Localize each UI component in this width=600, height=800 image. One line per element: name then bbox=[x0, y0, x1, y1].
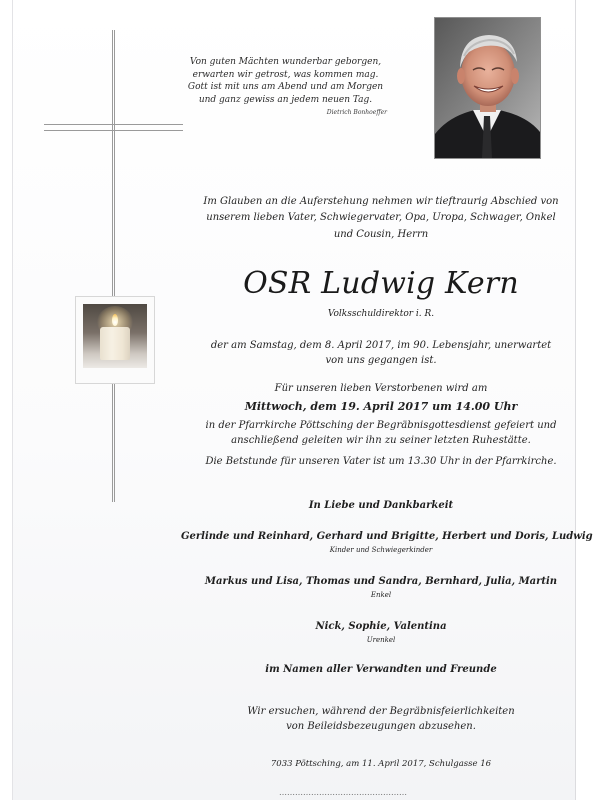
candle-flame bbox=[112, 314, 118, 326]
death-notice-line: der am Samstag, dem 8. April 2017, im 90. Lebensjahr, unerwartet bbox=[210, 340, 552, 351]
cut-off-footer-glyphs: ………………………………………… bbox=[279, 792, 407, 797]
portrait-photo bbox=[434, 17, 541, 159]
funeral-line: anschließend geleiten wir ihn zu seiner letzten Ruhestätte. bbox=[231, 435, 531, 446]
obituary-card bbox=[12, 0, 593, 800]
intro-line: unserem lieben Vater, Schwiegervater, Opa, Uropa, Schwager, Onkel bbox=[206, 212, 556, 224]
death-notice bbox=[181, 338, 581, 368]
intro-line: Im Glauben an die Auferstehung nehmen wir tieftraurig Abschied von bbox=[203, 196, 559, 207]
deceased-name: OSR Ludwig Kern bbox=[243, 266, 519, 301]
cross-icon bbox=[112, 30, 115, 502]
funeral-line: in der Pfarrkirche Pöttsching der Begräbnisgottesdienst gefeiert und bbox=[205, 420, 557, 431]
candle-icon bbox=[83, 304, 147, 368]
quote-line: und ganz gewiss an jedem neuen Tag. bbox=[198, 94, 373, 105]
quote-author: Dietrich Bonhoeffer bbox=[326, 109, 387, 116]
mourners-heading: In Liebe und Dankbarkeit bbox=[308, 500, 454, 511]
mourner-group-label: Enkel bbox=[370, 591, 392, 599]
mourner-group-label: Kinder und Schwiegerkinder bbox=[329, 546, 433, 554]
relatives-line: im Namen aller Verwandten und Freunde bbox=[265, 664, 497, 675]
condolence-request-line: von Beileidsbezeugungen abzusehen. bbox=[286, 721, 476, 732]
cut-off-footer-text bbox=[279, 792, 459, 800]
death-notice-line: von uns gegangen ist. bbox=[325, 355, 437, 366]
quote-block bbox=[183, 56, 388, 106]
funeral-notice bbox=[181, 381, 581, 448]
mourner-group-names: Gerlinde und Reinhard, Gerhard und Brigitte, Herbert und Doris, Ludwig bbox=[181, 531, 593, 542]
funeral-date: Mittwoch, dem 19. April 2017 um 14.00 Uhr bbox=[244, 400, 518, 413]
condolence-request-line: Wir ersuchen, während der Begräbnisfeierlichkeiten bbox=[247, 706, 515, 717]
funeral-intro: Für unseren lieben Verstorbenen wird am bbox=[274, 383, 488, 394]
quote-line: erwarten wir getrost, was kommen mag. bbox=[192, 69, 379, 80]
candle-photo-frame bbox=[75, 296, 155, 384]
address-line: 7033 Pöttsching, am 11. April 2017, Schulgasse 16 bbox=[270, 759, 492, 769]
prayer-notice: Die Betstunde für unseren Vater ist um 13.30 Uhr in der Pfarrkirche. bbox=[205, 456, 557, 467]
quote-line: Gott ist mit uns am Abend und am Morgen bbox=[187, 82, 384, 93]
deceased-title: Volksschuldirektor i. R. bbox=[327, 309, 435, 319]
mourner-group-label: Urenkel bbox=[366, 636, 396, 644]
mourner-group-names: Markus und Lisa, Thomas und Sandra, Bernhard, Julia, Martin bbox=[204, 576, 558, 587]
quote-line: Von guten Mächten wunderbar geborgen, bbox=[189, 57, 382, 67]
intro-line: und Cousin, Herrn bbox=[333, 228, 429, 240]
candle-body bbox=[100, 327, 130, 360]
intro-text bbox=[181, 194, 581, 243]
condolence-request bbox=[181, 704, 581, 734]
mourner-group-names: Nick, Sophie, Valentina bbox=[315, 621, 447, 632]
cross-crossbar bbox=[44, 124, 183, 131]
